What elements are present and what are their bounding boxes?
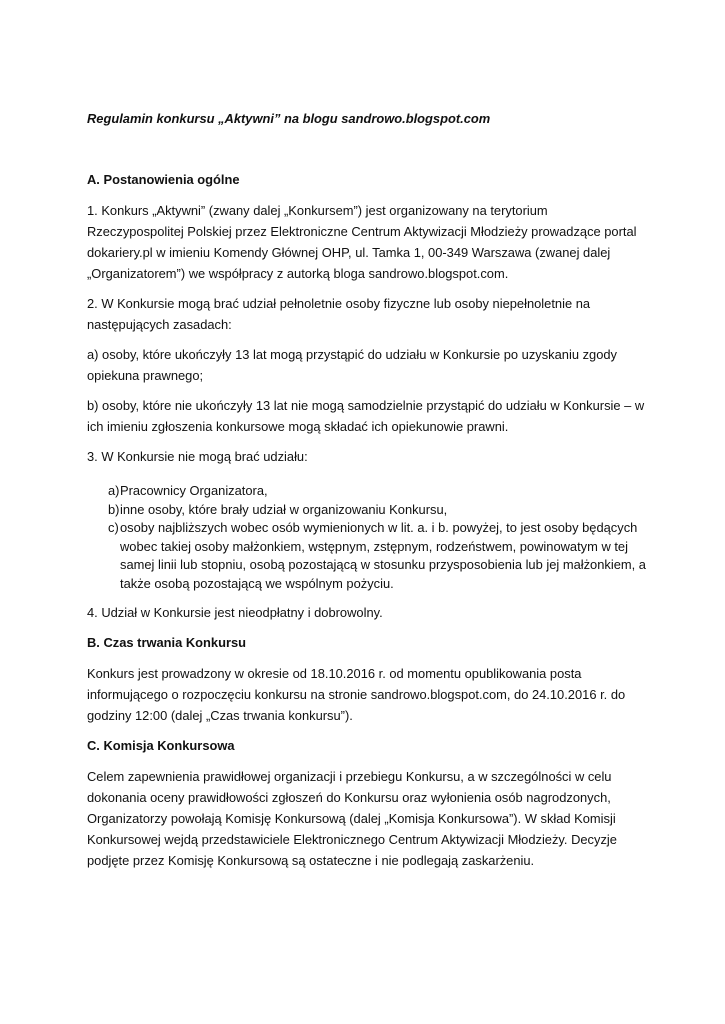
section-a-paragraph-2a: a) osoby, które ukończyły 13 lat mogą przystąpić do udziału w Konkursie po uzyskaniu zgody opiekuna prawnego;: [87, 347, 617, 383]
section-b-heading: B. Czas trwania Konkursu: [87, 635, 247, 650]
list-marker: c): [108, 520, 119, 535]
exclusion-list: [87, 482, 647, 593]
list-item: [87, 501, 647, 520]
section-a-paragraph-3: 3. W Konkursie nie mogą brać udziału:: [87, 449, 308, 464]
document-page: [87, 108, 647, 880]
section-a-paragraph-4: 4. Udział w Konkursie jest nieodpłatny i dobrowolny.: [87, 605, 383, 620]
list-item-text: inne osoby, które brały udział w organizowaniu Konkursu,: [120, 501, 448, 517]
section-a-paragraph-2: 2. W Konkursie mogą brać udział pełnoletnie osoby fizyczne lub osoby niepełnoletnie na następujących zasadach:: [87, 296, 591, 332]
section-c-paragraph-1: Celem zapewnienia prawidłowej organizacji i przebiegu Konkursu, a w szczególności w celu dokonania oceny prawidłowości zgłoszeń do Konkursu oraz wyłonienia osób nagrodzonych, Organizatorzy powołają Komisję Konkursową (dalej „Komisja Konkursowa”). W skład Komisji Konkursowej wejdą przedstawiciele Elektronicznego Centrum Aktywizacji Młodzieży. Decyzje podjęte przez Komisję Konkursową są ostateczne i nie podlegają zaskarżeniu.: [87, 769, 617, 868]
list-item: [87, 482, 647, 501]
section-c-heading: C. Komisja Konkursowa: [87, 738, 235, 753]
list-item: [87, 519, 647, 593]
section-a-paragraph-2b: b) osoby, które nie ukończyły 13 lat nie mogą samodzielnie przystąpić do udziału w Konkursie – w ich imieniu zgłoszenia konkursowe mogą składać ich opiekunowie prawni.: [87, 398, 645, 434]
section-a-heading: A. Postanowienia ogólne: [87, 172, 240, 187]
list-item-text: osoby najbliższych wobec osób wymienionych w lit. a. i b. powyżej, to jest osoby będących wobec takiej osoby małżonkiem, wstępnym, zstępnym, rodzeństwem, powinowatym w tej samej linii lub stopniu, osobą pozostającą w stosunku przysposobienia lub jej małżonkiem, a także osobą pozostającą we wspólnym pożyciu.: [120, 520, 646, 591]
list-item-text: Pracownicy Organizatora,: [120, 483, 268, 498]
document-title: Regulamin konkursu „Aktywni” na blogu sandrowo.blogspot.com: [87, 111, 491, 126]
section-b-paragraph-1: Konkurs jest prowadzony w okresie od 18.10.2016 r. od momentu opublikowania posta informującego o rozpoczęciu konkursu na stronie sandrowo.blogspot.com, do 24.10.2016 r. do godziny 12:00 (dalej „Czas trwania konkursu”).: [87, 666, 626, 723]
section-a-paragraph-1: 1. Konkurs „Aktywni” (zwany dalej „Konkursem”) jest organizowany na terytorium Rzeczypospolitej Polskiej przez Elektroniczne Centrum Aktywizacji Młodzieży prowadzące portal dokariery.pl w imieniu Komendy Głównej OHP, ul. Tamka 1, 00-349 Warszawa (zwanej dalej „Organizatorem”) we współpracy z autorką bloga sandrowo.blogspot.com.: [87, 203, 637, 281]
list-marker: a): [108, 483, 120, 498]
list-marker: b): [108, 501, 120, 517]
